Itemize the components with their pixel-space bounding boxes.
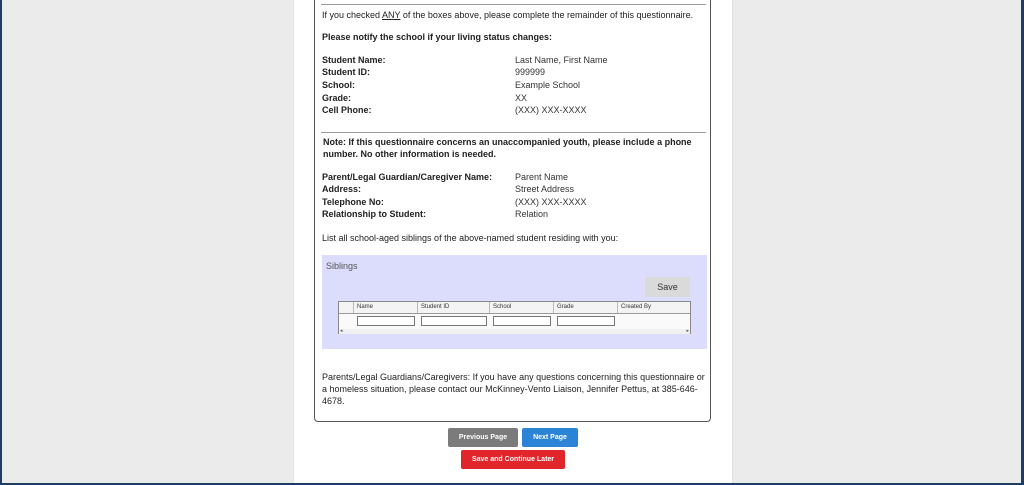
sibling-school-input[interactable] bbox=[493, 316, 551, 326]
grid-horizontal-scrollbar[interactable] bbox=[339, 329, 690, 334]
siblings-title: Siblings bbox=[326, 261, 358, 271]
grid-header-student-id[interactable]: Student ID bbox=[418, 302, 490, 313]
notify-heading: Please notify the school if your living status changes: bbox=[322, 32, 553, 42]
scroll-right-arrow-icon[interactable]: ▸ bbox=[686, 328, 689, 334]
divider-top bbox=[321, 4, 706, 5]
info-label: Cell Phone: bbox=[322, 105, 372, 115]
previous-page-button[interactable]: Previous Page bbox=[448, 428, 518, 447]
info-value: XX bbox=[515, 93, 528, 103]
siblings-prompt: List all school-aged siblings of the above-named student residing with you: bbox=[322, 233, 619, 243]
sibling-name-input[interactable] bbox=[357, 316, 415, 326]
info-label: School: bbox=[322, 80, 355, 90]
info-row-grade bbox=[322, 92, 707, 104]
divider-middle bbox=[321, 132, 706, 133]
grid-row-header bbox=[339, 302, 354, 313]
intro-text: If you checked ANY of the boxes above, please complete the remainder of this questionnaire. bbox=[322, 10, 694, 20]
grid-header-school[interactable]: School bbox=[490, 302, 554, 313]
info-value: Example School bbox=[515, 80, 581, 90]
info-value: (XXX) XXX-XXXX bbox=[515, 105, 587, 115]
info-value: (XXX) XXX-XXXX bbox=[515, 197, 587, 207]
info-row-student-name bbox=[322, 54, 707, 66]
sibling-grade-input[interactable] bbox=[557, 316, 615, 326]
app-frame bbox=[2, 0, 1021, 483]
info-row-address bbox=[322, 183, 707, 195]
grid-header-name[interactable]: Name bbox=[354, 302, 418, 313]
info-label: Student Name: bbox=[322, 55, 386, 65]
info-row-relationship bbox=[322, 208, 707, 220]
questionnaire-panel bbox=[314, 0, 711, 422]
info-row-telephone bbox=[322, 196, 707, 208]
info-label: Address: bbox=[322, 184, 362, 194]
info-row-guardian-name bbox=[322, 171, 707, 183]
siblings-grid bbox=[338, 301, 691, 334]
siblings-save-button[interactable]: Save bbox=[645, 277, 690, 297]
info-label: Telephone No: bbox=[322, 197, 384, 207]
info-label: Grade: bbox=[322, 93, 352, 103]
info-label: Student ID: bbox=[322, 67, 370, 77]
contact-info-text: Parents/Legal Guardians/Caregivers: If you have any questions concerning this questionnaire or a homeless situation, please contact our McKinney-Vento Liaison, Jennifer Pettus, at 385-646-4678. bbox=[322, 372, 705, 406]
info-row-school bbox=[322, 79, 707, 91]
info-value: 999999 bbox=[515, 67, 546, 77]
scroll-left-arrow-icon[interactable]: ◂ bbox=[340, 328, 343, 334]
info-label: Relationship to Student: bbox=[322, 209, 426, 219]
save-and-continue-later-button[interactable]: Save and Continue Later bbox=[461, 450, 565, 469]
info-value: Last Name, First Name bbox=[515, 55, 608, 65]
siblings-section bbox=[322, 255, 707, 349]
grid-new-row bbox=[339, 313, 690, 330]
next-page-button[interactable]: Next Page bbox=[522, 428, 578, 447]
info-value: Street Address bbox=[515, 184, 575, 194]
grid-header-created-by[interactable]: Created By bbox=[618, 302, 690, 313]
info-row-cell-phone bbox=[322, 104, 707, 116]
unaccompanied-note: Note: If this questionnaire concerns an unaccompanied youth, please include a phone number. No other information is needed. bbox=[323, 137, 692, 159]
info-row-student-id bbox=[322, 66, 707, 78]
info-value: Parent Name bbox=[515, 172, 569, 182]
info-value: Relation bbox=[515, 209, 549, 219]
grid-header-grade[interactable]: Grade bbox=[554, 302, 618, 313]
intro-emphasis: ANY bbox=[382, 10, 401, 20]
sibling-student-id-input[interactable] bbox=[421, 316, 487, 326]
info-label: Parent/Legal Guardian/Caregiver Name: bbox=[322, 172, 493, 182]
